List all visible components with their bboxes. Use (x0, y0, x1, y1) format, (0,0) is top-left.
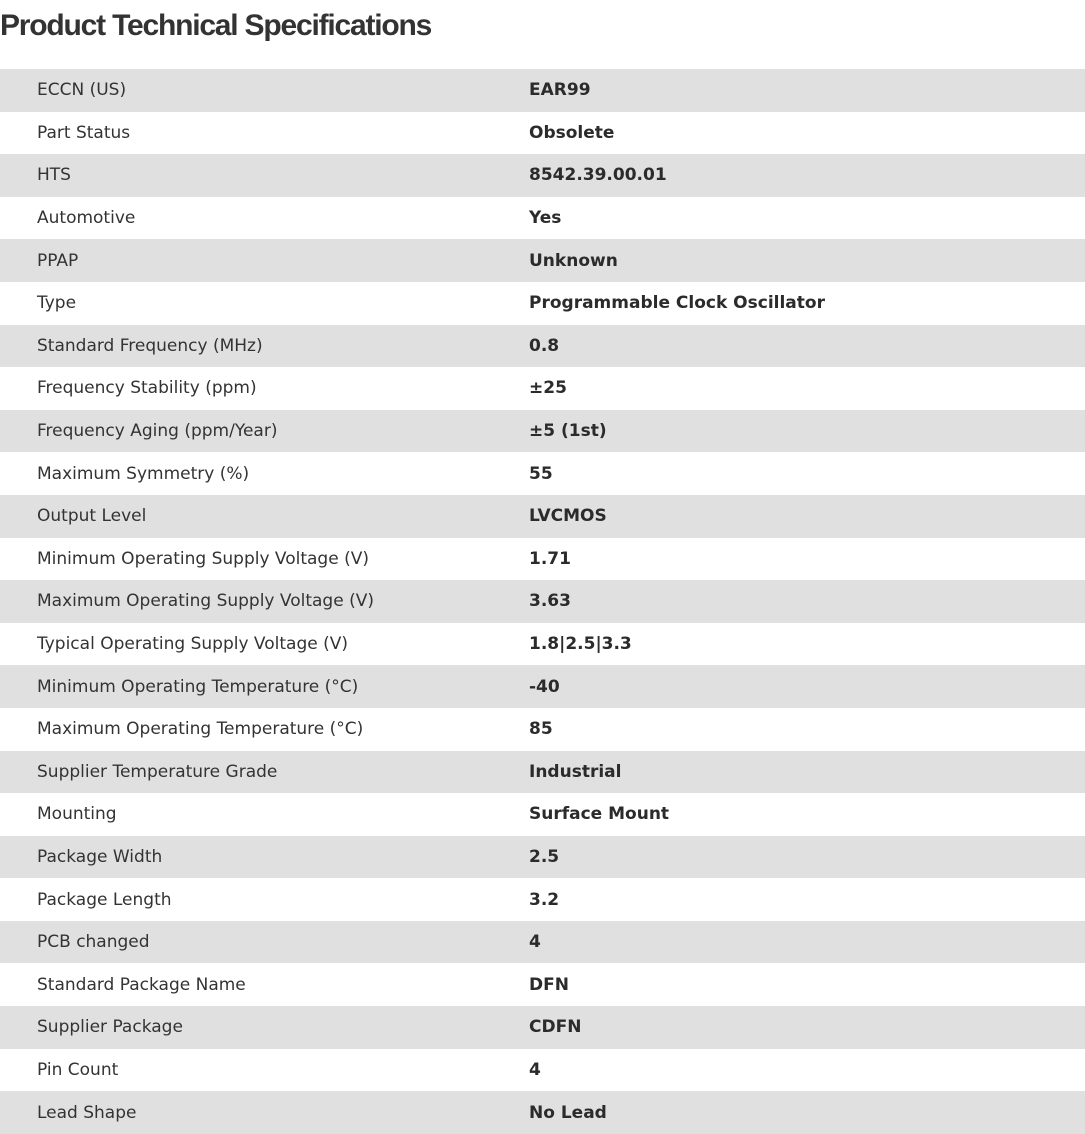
spec-label: Minimum Operating Temperature (°C) (37, 676, 359, 697)
spec-label: Minimum Operating Supply Voltage (V) (37, 548, 369, 569)
spec-label: Maximum Operating Temperature (°C) (37, 719, 364, 740)
spec-value: Industrial (529, 761, 622, 782)
spec-row-supplier-temperature-grade (0, 751, 1085, 794)
spec-row-max-supply-voltage (0, 580, 1085, 623)
spec-row-mounting (0, 793, 1085, 836)
spec-value: Surface Mount (529, 804, 670, 825)
spec-label: Package Width (37, 846, 163, 867)
spec-row-standard-frequency (0, 325, 1085, 368)
spec-value: ±5 (1st) (529, 421, 607, 442)
spec-row-supplier-package (0, 1006, 1085, 1049)
spec-value: 4 (529, 932, 541, 953)
spec-value: 3.2 (529, 889, 560, 910)
spec-value: ±25 (529, 378, 567, 399)
spec-label: Supplier Package (37, 1017, 183, 1038)
spec-row-part-status (0, 112, 1085, 155)
spec-label: Typical Operating Supply Voltage (V) (37, 634, 348, 655)
spec-value: 55 (529, 463, 553, 484)
spec-value: -40 (529, 676, 560, 697)
spec-row-typical-supply-voltage (0, 623, 1085, 666)
spec-row-ppap (0, 239, 1085, 282)
spec-value: Obsolete (529, 122, 615, 143)
spec-value: LVCMOS (529, 506, 607, 527)
spec-label: Standard Frequency (MHz) (37, 335, 263, 356)
spec-row-automotive (0, 197, 1085, 240)
spec-row-hts (0, 154, 1085, 197)
spec-label: Frequency Stability (ppm) (37, 378, 257, 399)
spec-row-frequency-aging (0, 410, 1085, 453)
spec-table (0, 69, 1085, 1134)
spec-label: Supplier Temperature Grade (37, 761, 278, 782)
spec-value: 85 (529, 719, 553, 740)
spec-row-maximum-symmetry (0, 452, 1085, 495)
spec-value: 8542.39.00.01 (529, 165, 667, 186)
spec-label: Type (37, 293, 77, 314)
spec-row-min-operating-temperature (0, 665, 1085, 708)
spec-label: Output Level (37, 506, 147, 527)
spec-row-min-supply-voltage (0, 538, 1085, 581)
spec-label: Package Length (37, 889, 172, 910)
spec-label: Part Status (37, 122, 131, 143)
spec-row-pin-count (0, 1049, 1085, 1092)
spec-value: No Lead (529, 1102, 607, 1123)
spec-row-output-level (0, 495, 1085, 538)
spec-label: Maximum Symmetry (%) (37, 463, 250, 484)
spec-label: PPAP (37, 250, 79, 271)
spec-label: PCB changed (37, 932, 150, 953)
spec-value: 2.5 (529, 846, 560, 867)
spec-value: Unknown (529, 250, 618, 271)
spec-label: Pin Count (37, 1059, 119, 1080)
spec-row-max-operating-temperature (0, 708, 1085, 751)
spec-value: 1.8|2.5|3.3 (529, 634, 632, 655)
spec-label: HTS (37, 165, 71, 186)
spec-label: ECCN (US) (37, 80, 127, 101)
spec-label: Automotive (37, 208, 136, 229)
spec-value: 0.8 (529, 335, 560, 356)
spec-value: CDFN (529, 1017, 582, 1038)
spec-value: 1.71 (529, 548, 571, 569)
spec-row-standard-package-name (0, 963, 1085, 1006)
spec-label: Frequency Aging (ppm/Year) (37, 421, 278, 442)
spec-label: Maximum Operating Supply Voltage (V) (37, 591, 374, 612)
spec-row-package-width (0, 836, 1085, 879)
page-title: Product Technical Specifications (0, 9, 432, 42)
spec-value: 3.63 (529, 591, 571, 612)
spec-value: EAR99 (529, 80, 591, 101)
spec-row-package-length (0, 878, 1085, 921)
spec-row-lead-shape (0, 1091, 1085, 1134)
spec-value: DFN (529, 974, 569, 995)
spec-label: Standard Package Name (37, 974, 246, 995)
spec-row-pcb-changed (0, 921, 1085, 964)
spec-row-type (0, 282, 1085, 325)
spec-value: Yes (529, 208, 562, 229)
spec-label: Mounting (37, 804, 117, 825)
spec-label: Lead Shape (37, 1102, 137, 1123)
spec-value: Programmable Clock Oscillator (529, 293, 825, 314)
spec-row-eccn (0, 69, 1085, 112)
spec-value: 4 (529, 1059, 541, 1080)
spec-row-frequency-stability (0, 367, 1085, 410)
